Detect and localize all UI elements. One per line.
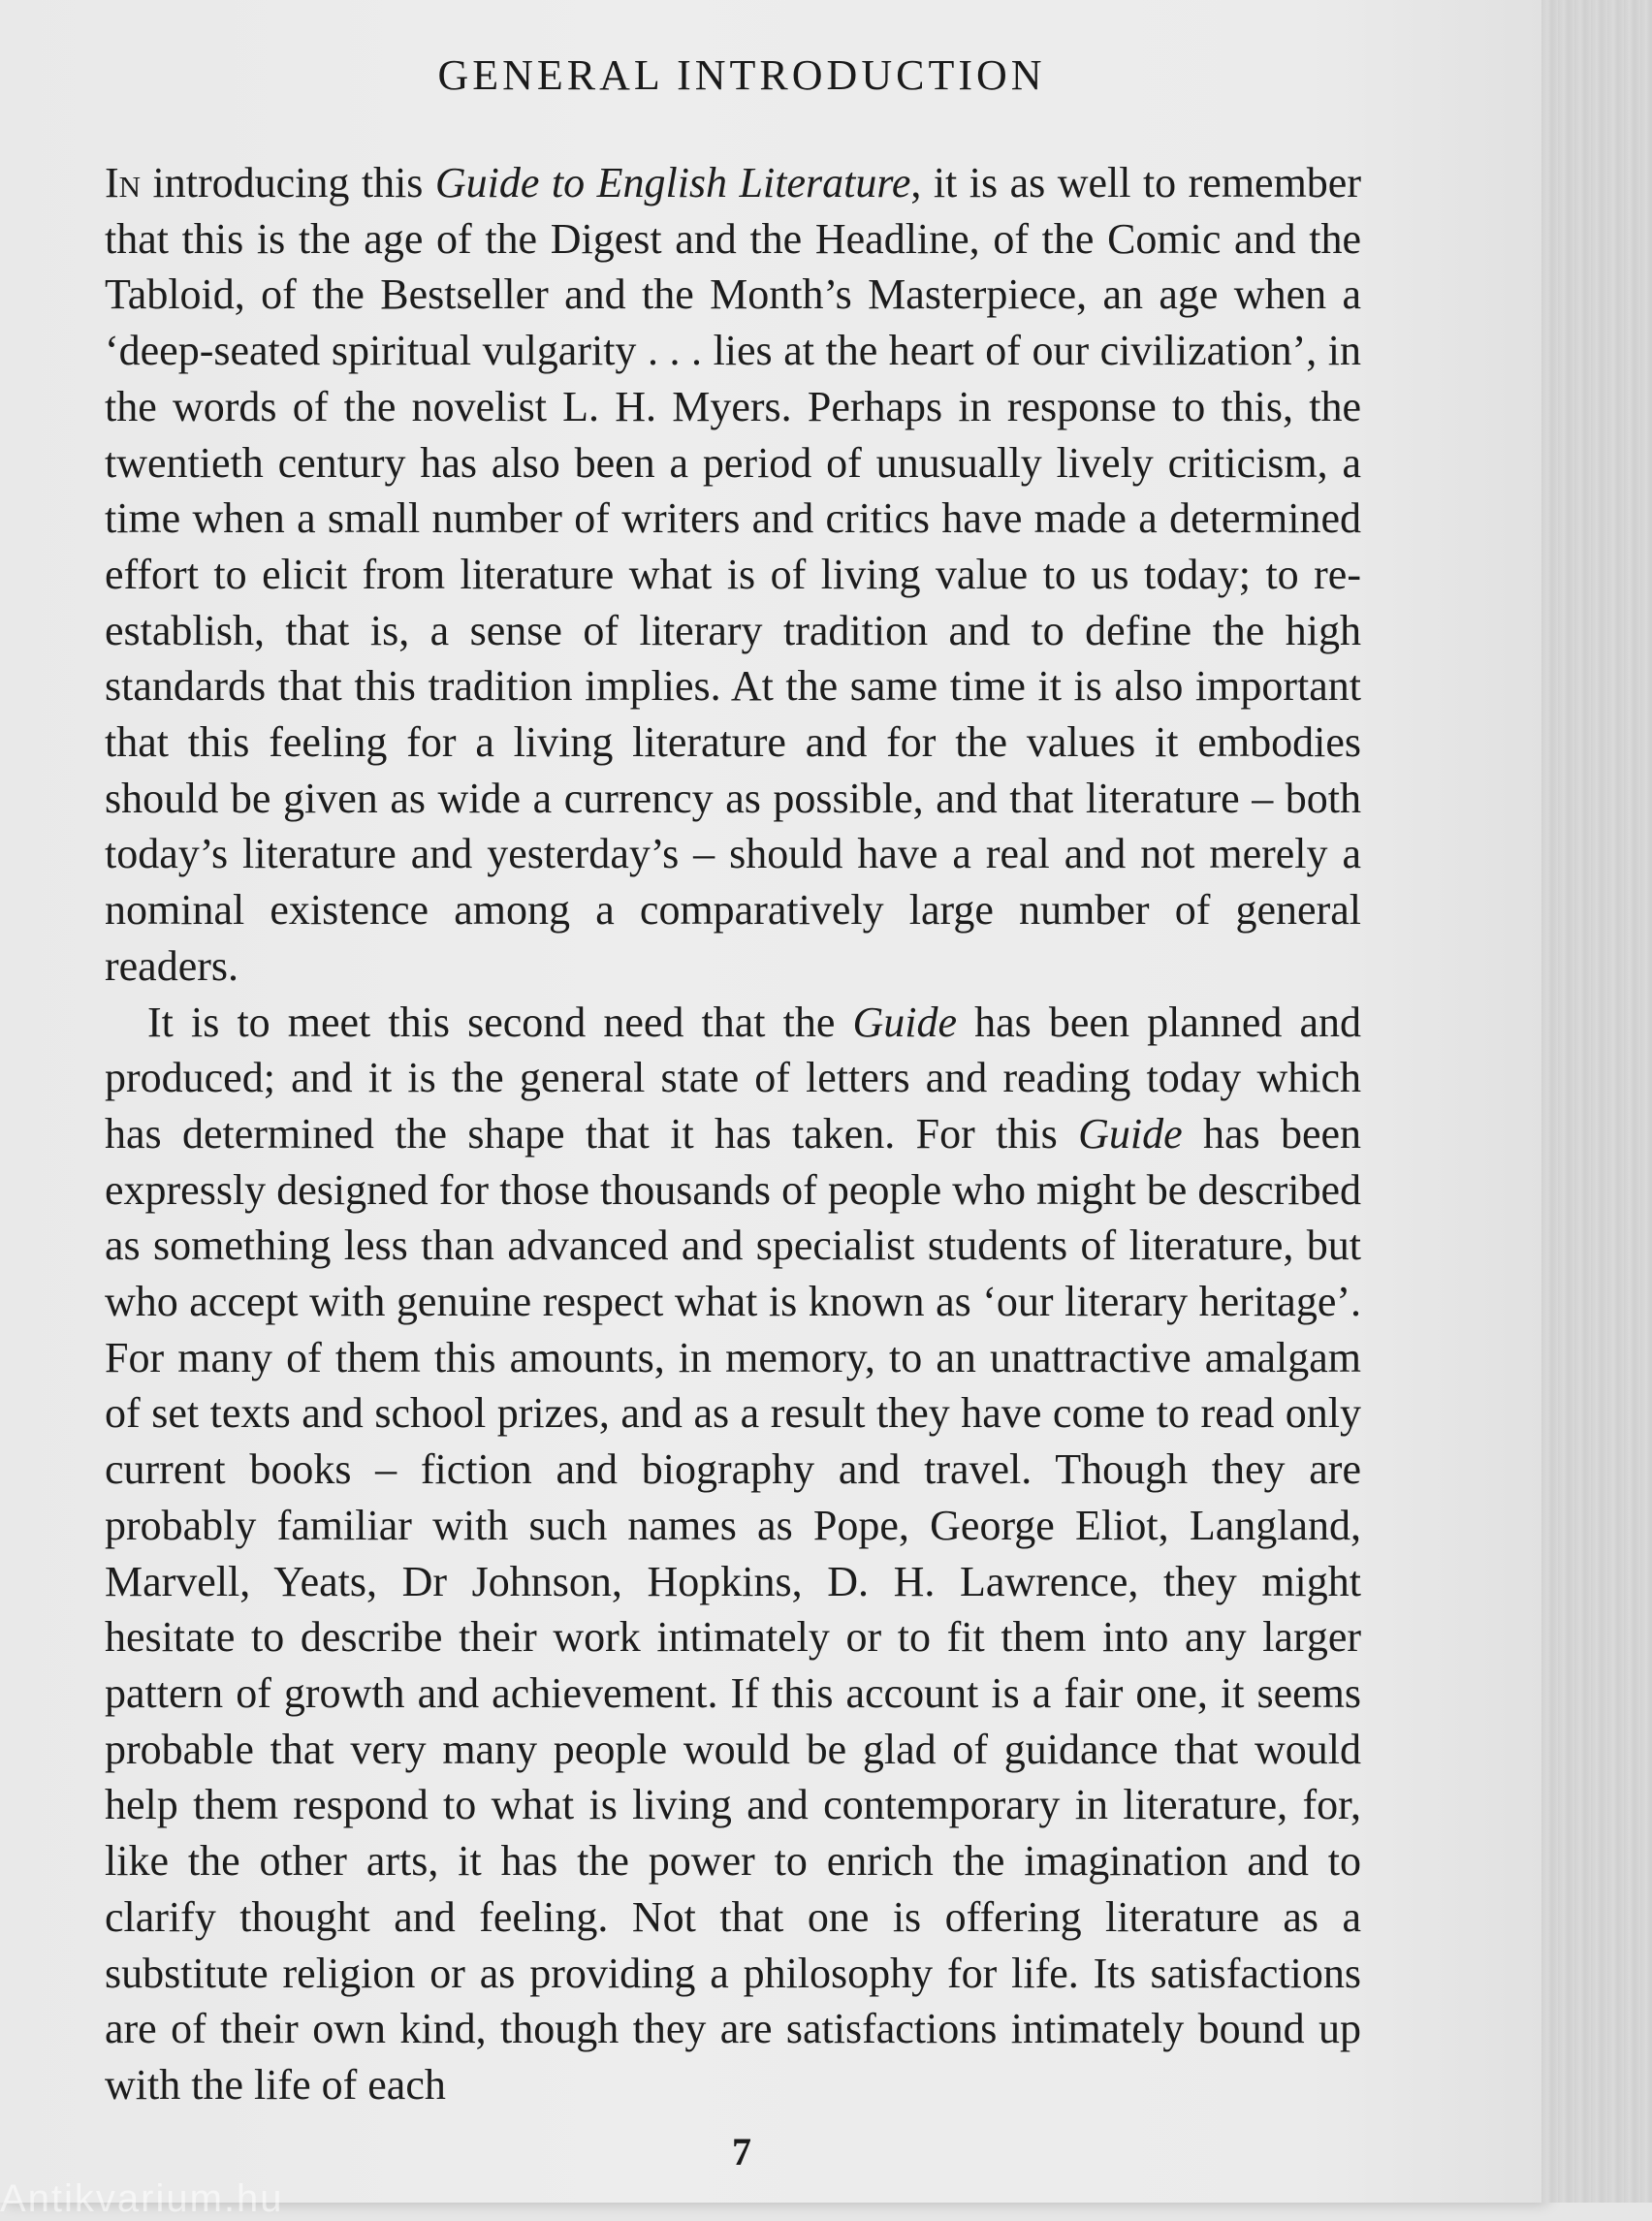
guide-title-2: Guide — [1078, 1109, 1183, 1158]
body-text — [105, 155, 1361, 2113]
guide-title-1: Guide — [852, 998, 958, 1046]
running-head: GENERAL INTRODUCTION — [437, 51, 1046, 99]
paragraph-1-text-2: , it is as well to remember that this is the age of the Digest and the Headline, of the Comic and the Tabloid, of the Bestseller and the Month’s Masterpiece, an age when a ‘deep-seated spiritual vulgarity . . . lies at the heart of our civilization’, in the words of the novelist L. H. Myers. Perhaps in response to this, the twentieth century has also been a period of unusually lively criticism, a time when a small number of writers and critics have made a determined effort to elicit from literature what is of living value to us today; to re-establish, that is, a sense of literary tradition and to define the high standards that this tradition implies. At the same time it is also important that this feeling for a living literature and for the values it embodies should be given as wide a currency as possible, and that literature – both today’s literature and yesterday’s – should have a real and not merely a nominal existence among a comparatively large number of general readers. — [105, 159, 1361, 990]
paragraph-2-text-1: It is to meet this second need that the — [147, 998, 853, 1046]
paragraph-2-text-3: has been expressly designed for those thousands of people who might be described as something less than advanced and specialist students of literature, but who accept with genuine respect what is known as ‘our literary heritage’. For many of them this amounts, in memory, to an unattractive amalgam of set texts and school prizes, and as a result they have come to read only current books – fiction and biography and travel. Though they are probably familiar with such names as Pope, George Eliot, Langland, Marvell, Yeats, Dr Johnson, Hopkins, D. H. Lawrence, they might hesitate to describe their work intimately or to fit them into any larger pattern of growth and achievement. If this account is a fair one, it seems probable that very many people would be glad of guidance that would help them respond to what is living and contemporary in literature, for, like the other arts, it has the power to enrich the imagination and to clarify thought and feeling. Not that one is offering literature as a substitute religion or as providing a philosophy for life. Its satisfactions are of their own kind, though they are satisfactions intimately bound up with the life of each — [105, 1109, 1362, 2109]
page-number: 7 — [732, 2130, 751, 2173]
watermark: Antikvarium.hu — [0, 2177, 284, 2220]
paragraph-1 — [105, 155, 1361, 995]
book-title: Guide to English Literature — [434, 159, 911, 206]
paragraph-2 — [105, 995, 1361, 2113]
paragraph-2-text-2: has been planned and produced; and it is the general state of letters and reading today which has determined the shape that it has taken. For this — [105, 998, 1361, 1158]
background-surface — [1541, 0, 1652, 2203]
paragraph-1-text-1: introducing this — [141, 159, 435, 206]
opening-word: In — [105, 159, 142, 206]
